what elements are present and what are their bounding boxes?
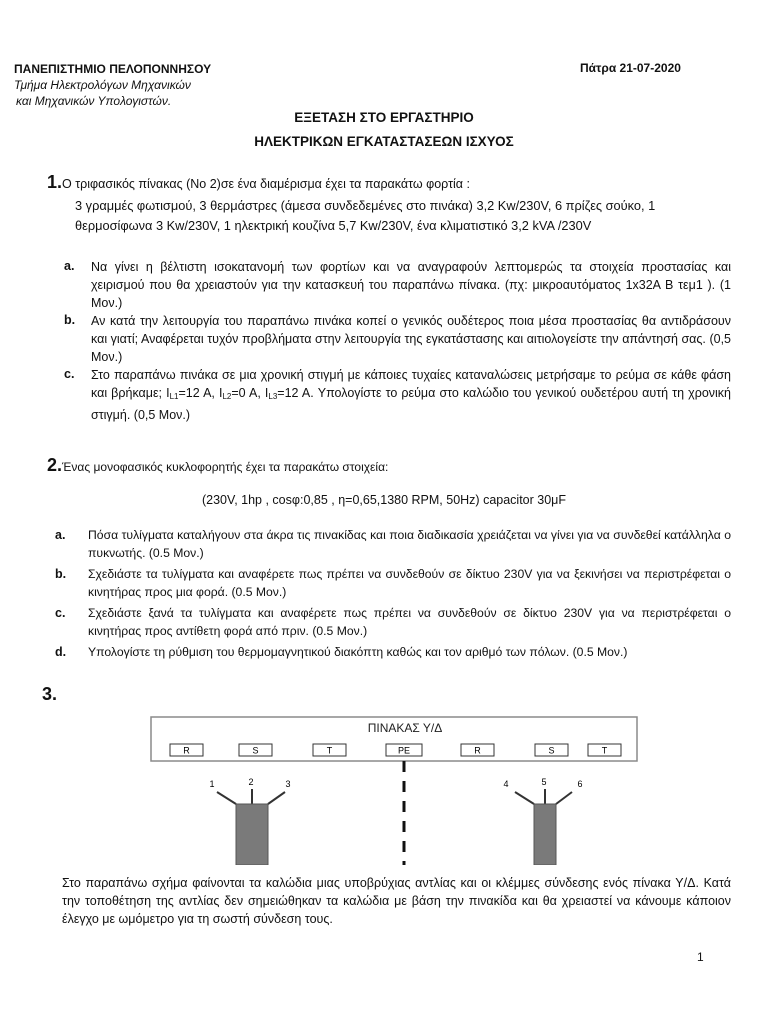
place-date: Πάτρα 21-07-2020 (580, 61, 681, 75)
wire-3-label: 3 (285, 779, 291, 789)
left-pump-cable (209, 777, 290, 865)
question-1-heading (47, 172, 470, 193)
q1-item-b-label: b. (64, 313, 76, 327)
q2-item-c-text: Σχεδιάστε ξανά τα τυλίγματα και αναφέρετε πως πρέπει να συνδεθούν σε δίκτυο 230V για να περιστρέφεται ο κινητήρας προς αντίθετη φορά από πριν. (0.5 Μον.) (88, 606, 731, 638)
department-line-1: Τμήμα Ηλεκτρολόγων Μηχανικών (14, 78, 191, 92)
q1-item-c-text-part-4: =12 A. Υπολογίστε το ρεύμα στο καλώδιο του γενικού ουδετέρου αυτή τη χρονική στιγμή. (0,5 Μον.) (91, 386, 732, 422)
terminal-r-2 (461, 744, 494, 756)
question-1-intro: Ο τριφασικός πίνακας (Νο 2)σε ένα διαμέρισμα έχει τα παρακάτω φορτία : (62, 177, 470, 191)
question-1-number: 1. (47, 172, 63, 192)
terminal-s-1-label: S (252, 745, 259, 756)
q1-item-c-text-part-2: =12 A, I (178, 386, 223, 400)
question-2-number: 2. (47, 455, 63, 475)
right-pump-cable (503, 777, 582, 865)
wire-1-label: 1 (209, 779, 215, 789)
question-2-specs: (230V, 1hp , cosφ:0,85 , η=0,65,1380 RPM, 50Hz) capacitor 30μF (201, 493, 566, 507)
terminal-t-1-label: T (326, 745, 333, 756)
terminal-r-1 (170, 744, 203, 756)
wire-4-label: 4 (503, 779, 509, 789)
terminal-pe-label: PE (397, 745, 411, 756)
q1-item-b-text: Αν κατά την λειτουργία του παραπάνω πινάκα κοπεί ο γενικός ουδέτερος ποια μέσα προστασίας θα αντιδράσουν και γιατί; Αναφέρεται τυχόν προβλήματα στην λειτουργία της εγκατάστασης και αιτιολογείστε την απάντησή σας. (0,5 Μον.) (91, 314, 731, 364)
department-line-2: και Μηχανικών Υπολογιστών. (16, 94, 172, 108)
question-1-loads-line-2: θερμοσίφωνα 3 Kw/230V, 1 ηλεκτρική κουζίνα 5,7 Kw/230V, ένα κλιματιστικό 3,2 kVA /230V (75, 218, 592, 233)
wire-5-label: 5 (541, 777, 547, 787)
current-l3-subscript: L3 (268, 392, 278, 401)
panel-title: ΠΙΝΑΚΑΣ Υ/Δ (367, 721, 443, 735)
q2-item-b-label: b. (55, 567, 67, 581)
q1-item-a-text: Να γίνει η βέλτιστη ισοκατανομή των φορτίων και να αναγραφούν λεπτομερώς τα στοιχεία προστασίας και χειρισμού που θα χρειαστούν για την κατασκευή του παραπάνω πίνακα. (πχ: μικροαυτόματος 1x32A B τεμ1 ). (1 Μον.) (91, 260, 731, 310)
question-2-heading (47, 455, 388, 476)
question-2-intro: Ένας μονοφασικός κυκλοφορητής έχει τα παρακάτω στοιχεία: (62, 460, 389, 474)
wire-2-label: 2 (248, 777, 254, 787)
university-name: ΠΑΝΕΠΙΣΤΗΜΙΟ ΠΕΛΟΠΟΝΝΗΣΟΥ (14, 62, 212, 76)
question-1-loads-line-1: 3 γραμμές φωτισμού, 3 θερμάστρες (άμεσα συνδεδεμένες στο πινάκα) 3,2 Kw/230V, 6 πρίζες σούκο, 1 (75, 198, 656, 213)
terminal-r-2-label: R (474, 745, 481, 756)
terminal-t-1 (313, 744, 346, 756)
wire-6-label: 6 (577, 779, 583, 789)
star-delta-panel-diagram (150, 715, 640, 865)
q1-item-c-text-part-1: Στο παραπάνω πινάκα σε μια χρονική στιγμή με κάποιες τυχαίες καταναλώσεις μετρήσαμε το ρεύμα σε κάθε φάση και βρήκαμε; I (91, 368, 731, 400)
q2-item-a-label: a. (55, 528, 66, 542)
terminal-s-2 (535, 744, 568, 756)
exam-title-line-1: ΕΞΕΤΑΣΗ ΣΤΟ ΕΡΓΑΣΤΗΡΙΟ (294, 110, 474, 125)
q1-item-c-text (91, 366, 731, 424)
q2-item-c-label: c. (55, 606, 66, 620)
question-3-number: 3. (42, 684, 58, 704)
q1-item-a-label: a. (64, 259, 75, 273)
exam-title-line-2: ΗΛΕΚΤΡΙΚΩΝ ΕΓΚΑΤΑΣΤΑΣΕΩΝ ΙΣΧΥΟΣ (254, 134, 514, 149)
q1-item-c-label: c. (64, 367, 75, 381)
current-l2-subscript: L2 (222, 392, 232, 401)
terminal-s-2-label: S (548, 745, 555, 756)
q2-item-b-text: Σχεδιάστε τα τυλίγματα και αναφέρετε πως πρέπει να συνδεθούν σε δίκτυο 230V για να ξεκινήσει να περιστρέφεται ο κινητήρας προς μια φορά. (0.5 Μον.) (88, 567, 731, 599)
right-cable-sheath (534, 804, 556, 865)
terminal-pe (386, 744, 422, 756)
q2-item-d-text: Υπολογίστε τη ρύθμιση του θερμομαγνητικού διακόπτη καθώς και τον αριθμό των πόλων. (0.5 Μον.) (88, 645, 628, 659)
question-3-text: Στο παραπάνω σχήμα φαίνονται τα καλώδια μιας υποβρύχιας αντλίας και οι κλέμμες σύνδεσης ενός πίνακα Υ/Δ. Κατά την τοποθέτηση της αντλίας δεν σημειώθηκαν τα καλώδια με βάση την πινακίδα και θα χρειαστεί να κάνουμε κάποιον έλεγχο με ωμόμετρο για τη σωστή σύνδεση τους. (62, 876, 731, 926)
q2-item-a-text: Πόσα τυλίγματα καταλήγουν στα άκρα τις πινακίδας και ποια διαδικασία χρειάζεται να γίνει για να συνδεθεί κατάλληλα ο πυκνωτής. (0.5 Μον.) (88, 528, 731, 560)
page-number: 1 (697, 950, 704, 964)
terminal-s-1 (239, 744, 272, 756)
left-cable-sheath (236, 804, 268, 865)
terminal-t-2 (588, 744, 621, 756)
terminal-r-1-label: R (183, 745, 190, 756)
q1-item-c-text-part-3: =0 A, I (231, 386, 269, 400)
terminal-t-2-label: T (601, 745, 608, 756)
q2-item-d-label: d. (55, 645, 67, 659)
current-l1-subscript: L1 (169, 392, 179, 401)
institution-header (14, 61, 211, 109)
